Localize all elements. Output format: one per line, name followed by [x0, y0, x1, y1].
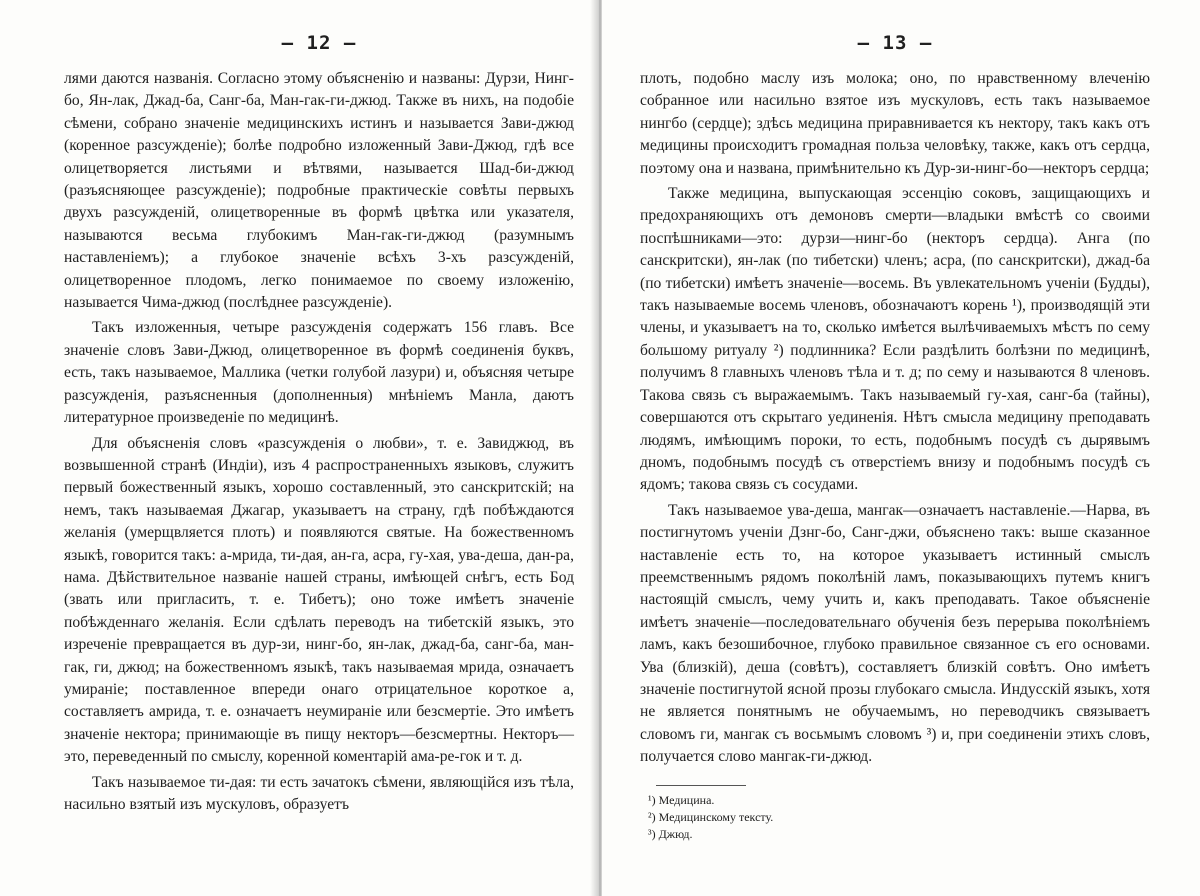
- footnote: [648, 826, 1150, 843]
- paragraph: лями даются названія. Согласно этому объясненію и названы: Дурзи, Нинг-бо, Ян-лак, Джад-ба, Санг-ба, Ман-гак-ги-джюд. Также въ нихъ, на подобіе сѣмени, собрано значеніе медицинскихъ истинъ и называется Зави-джюд (коренное разсужденіе); болѣе подробно изложенный Зави-Джюд, гдѣ все олицетворяется листьями и вѣтвями, называется Шад-би-джюд (разъясняющее разсужденіе); подробные практическіе совѣты первыхъ двухъ разсужденій, олицетворенные въ формѣ цвѣтка или указателя, называются весьма глубокимъ Ман-гак-ги-джюд (разумнымъ наставленіемъ); а глубокое значеніе всѣхъ 3-хъ разсужденій, олицетворенное плодомъ, легко понимаемое по своему изложенію, называется Чима-джюд (послѣднее разсужденіе).: [64, 70, 574, 312]
- footnote: [648, 792, 1150, 809]
- footnote-text: Медицина.: [658, 792, 715, 807]
- page-number-left: — 12 —: [281, 32, 357, 54]
- paragraph: Для объясненія словъ «разсужденія о любви», т. е. Завиджюд, въ возвышенной странѣ (Индіи), изъ 4 распространенныхъ языковъ, служитъ первый божественный языкъ, хорошо составленный, это санскритскій; на немъ, такъ называемая Джагар, указываетъ на страну, гдѣ побѣждаются желанія (умерщвляется плоть) и появляются святые. На божественномъ языкѣ, говорится такъ: а-мрида, ти-дая, ан-га, асра, гу-хая, ува-деша, дан-ра, нама. Дѣйствительное названіе нашей страны, имѣющей снѣгъ, есть Бод (звать или пригласить, т. е. Тибетъ); оно тоже имѣетъ значеніе побѣжденнаго желанія. Если сдѣлать переводъ на тибетскій языкъ, это изреченіе превращается въ дур-зи, нинг-бо, ян-лак, джад-ба, санг-ба, ман-гак, ги, джюд; на божественномъ языкѣ, такъ называемая мрида, означаетъ умираніе; поставленное впереди онаго отрицательное короткое а, составляетъ амрида, т. е. означаетъ неумираніе или безсмертіе. Это имѣетъ значеніе нектора; принимающіе въ пищу некторъ—безсмертны. Некторъ—это, переведенный по смыслу, коренной коментарій ама-ре-гок и т. д.: [64, 434, 574, 766]
- left-page: [0, 0, 598, 896]
- page-number-right: — 13 —: [857, 32, 933, 54]
- paragraph: плоть, подобно маслу изъ молока; оно, по нравственному влеченію собранное или насильно взятое изъ мускуловъ, есть такъ называемое нингбо (сердце); здѣсь медицина приравнивается къ нектору, такъ какъ отъ медицины происходитъ громадная польза человѣку, также, какъ отъ сердца, поэтому она и названа, примѣнительно къ Дур-зи-нинг-бо—некторъ сердца;: [640, 70, 1150, 177]
- footnote-divider: [656, 785, 746, 786]
- footnote-mark: ²): [648, 809, 656, 824]
- paragraph: Такъ называемое ти-дая: ти есть зачатокъ сѣмени, являющійся изъ тѣла, насильно взятый изъ мускуловъ, образуетъ: [64, 773, 574, 813]
- right-page-body: [640, 68, 1150, 769]
- paragraph: Такъ изложенныя, четыре разсужденія содержатъ 156 главъ. Все значеніе словъ Зави-Джюд, олицетворенное въ формѣ соединенія буквъ, есть, такъ называемое, Маллика (четки голубой лазури) и, объясняя четыре разсужденія, разъясненныя (дополненныя) мнѣніемъ Манла, даютъ литературное произведеніе по медицинѣ.: [64, 319, 574, 427]
- footnote: [648, 809, 1150, 826]
- paragraph: Такъ называемое ува-деша, мангак—означаетъ наставленіе.—Нарва, въ постигнутомъ ученіи Дзнг-бо, Санг-джи, объяснено такъ: выше сказанное наставленіе есть то, на которое указываетъ истинный смыслъ преемственнымъ рядомъ поколѣній ламъ, показывающихъ путемъ книгъ настоящій смыслъ, чему учить и, какъ преподавать. Такое объясненіе имѣетъ значеніе—последовательнаго обученія безъ перерыва поколѣніемъ ламъ, какъ безошибочное, глубоко правильное связанное съ его основами. Ува (близкій), деша (совѣтъ), составляетъ близкій совѣтъ. Оно имѣетъ значеніе постигнутой ясной прозы глубокаго смысла. Индусскій языкъ, хотя не является понятнымъ не обучаемымъ, но переводчикъ связываетъ словомъ ги, мангак съ восьмымъ словомъ ³) и, при соединеніи этихъ словъ, получается слово мангак-ги-джюд.: [640, 501, 1150, 766]
- left-page-body: [64, 68, 574, 816]
- footnotes: [640, 785, 1150, 843]
- footnote-mark: ¹): [648, 792, 656, 807]
- footnote-text: Медицинскому тексту.: [658, 809, 774, 824]
- right-page: [602, 0, 1200, 896]
- footnote-text: Джюд.: [658, 826, 693, 841]
- paragraph: Также медицина, выпускающая эссенцію соковъ, защищающихъ и предохраняющихъ отъ демоновъ смерти—владыки вмѣстѣ со своими поспѣшниками—это: дурзи—нинг-бо (некторъ сердца). Анга (по санскритски), ян-лак (по тибетски) членъ; асра, (по санскритски), джад-ба (по тибетски) имѣетъ значеніе—восемь. Въ увлекательномъ ученіи (Будды), такъ называемые восемь членовъ, обозначаютъ корень ¹), производящій эти члены, и указываетъ на то, сколько имѣется вылѣчиваемыхъ мѣстъ по сему большому ритуалу ²) подлинника? Если раздѣлить болѣзни по медицинѣ, получимъ 8 главныхъ членовъ тѣла и т. д; по сему и называются 8 членовъ. Такова связь съ выражаемымъ. Такъ называемый гу-хая, санг-ба (тайны), совершаются отъ скрытаго уединенія. Нѣтъ смысла медицину преподавать людямъ, имѣющимъ пороки, то есть, подобнымъ посудѣ съ дырявымъ дномъ, подобнымъ посудѣ съ отверстіемъ внизу и подобнымъ посудѣ съ ядомъ; такова связь съ сосудами.: [640, 185, 1150, 494]
- footnote-mark: ³): [648, 826, 656, 841]
